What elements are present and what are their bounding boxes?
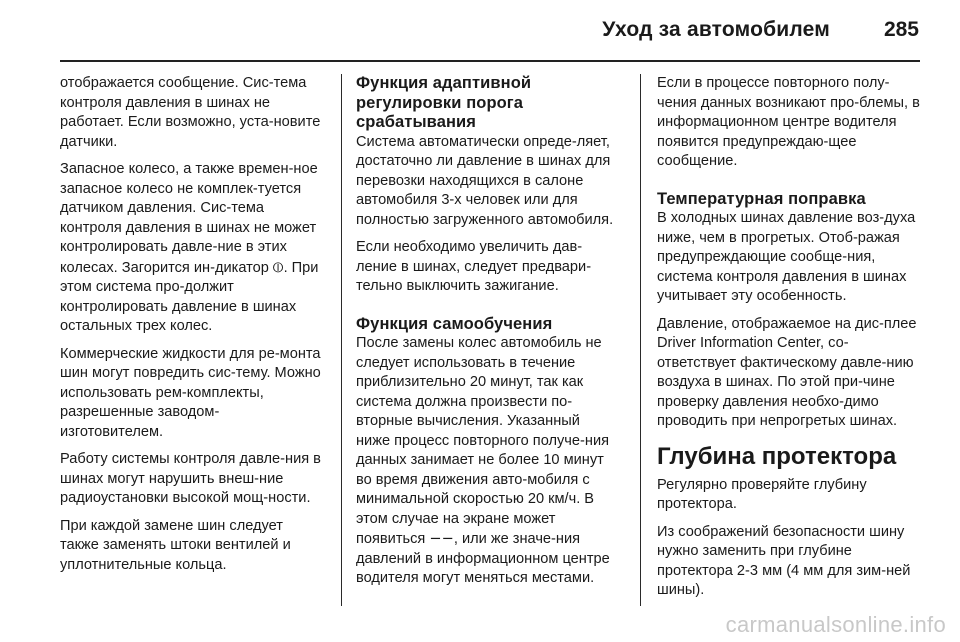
dashes-symbol: −− (429, 530, 454, 547)
watermark: carmanualsonline.info (725, 612, 946, 637)
paragraph: Работу системы контроля давле-ния в шинах могут нарушить внеш-ние радиоустановки высокой мощ-ности. (60, 451, 321, 506)
paragraph: отображается сообщение. Сис-тема контроля давления в шинах не работает. Если возможно, уста-новите датчики. (60, 75, 321, 150)
paragraph (60, 160, 322, 337)
page-number: 285 (883, 18, 919, 41)
paragraph: При каждой замене шин следует также заменять штоки вентилей и уплотнительные кольца. (60, 517, 291, 573)
paragraph: Коммерческие жидкости для ре-монта шин могут повредить сис-тему. Можно использовать рем-комплекты, разрешенные заводом-изготовителем. (60, 345, 321, 440)
paragraph-text: . При этом система про-должит контролировать давление в шинах остальных трех колес. (60, 259, 319, 334)
paragraph-text: Запасное колесо, а также времен-ное запасное колесо не комплек-туется датчиком давления. Сис-тема контроля давления в шинах не может контролировать давле-ние в этих колесах. Загорится ин-дикатор (60, 161, 318, 276)
header-rule (60, 60, 920, 62)
paragraph: В холодных шинах давление воз-духа ниже, чем в прогретых. Отоб-ражая предупреждающие сообще-ния, система контроля давления в шинах учитывает эту особенность. (657, 210, 916, 304)
paragraph: Давление, отображаемое на дис-плее Driver Information Center, со-ответствует фактическому давле-нию воздуха в шинах. По этой при-чине проверку давления необхо-димо проводить при непрогретых шинах. (657, 315, 917, 429)
paragraph: Система автоматически опреде-ляет, достаточно ли давление в шинах для перевозки находящихся в салоне автомобиля 3-х человек или для полностью загруженного автомобиля. (356, 133, 614, 228)
column-divider-1 (341, 74, 342, 606)
column-2 (356, 74, 618, 597)
page-title: Уход за автомобилем (602, 18, 830, 41)
paragraph-text: После замены колес автомобиль не следует использовать в течение приблизительно 20 минут, так как система должна произвести по-вторные вычисления. Указанный ниже процесс повторного получе-ния данных занимает не более 10 минут во время движения авто-мобиля с минимальной скоростью 20 км/ч. В этом случае на экране может появиться (356, 335, 609, 547)
column-3 (657, 74, 923, 609)
paragraph-text: , или же значе-ния давлений в информационном центре водителя могут меняться местами. (356, 531, 610, 586)
tire-pressure-warning-icon: ⦶ (272, 258, 284, 276)
paragraph: Если в процессе повторного полу-чения данных возникают про-блемы, в информационном центре водителя появится предупреждаю-щее сообщение. (657, 75, 920, 169)
chapter-heading: Глубина протектора (657, 442, 897, 470)
section-heading: Функция адаптивной регулировки порога срабатывания (356, 74, 532, 131)
section-heading: Температурная поправка (657, 189, 866, 208)
page-header (0, 0, 960, 60)
paragraph: Если необходимо увеличить дав-ление в шинах, следует предвари-тельно выключить зажигание. (356, 239, 592, 294)
column-divider-2 (640, 74, 641, 606)
paragraph (356, 334, 618, 589)
paragraph: Из соображений безопасности шину нужно заменить при глубине протектора 2-3 мм (4 мм для зим-ней шины). (657, 523, 911, 598)
column-1 (60, 74, 322, 583)
section-heading: Функция самообучения (356, 314, 553, 333)
paragraph: Регулярно проверяйте глубину протектора. (657, 476, 867, 512)
